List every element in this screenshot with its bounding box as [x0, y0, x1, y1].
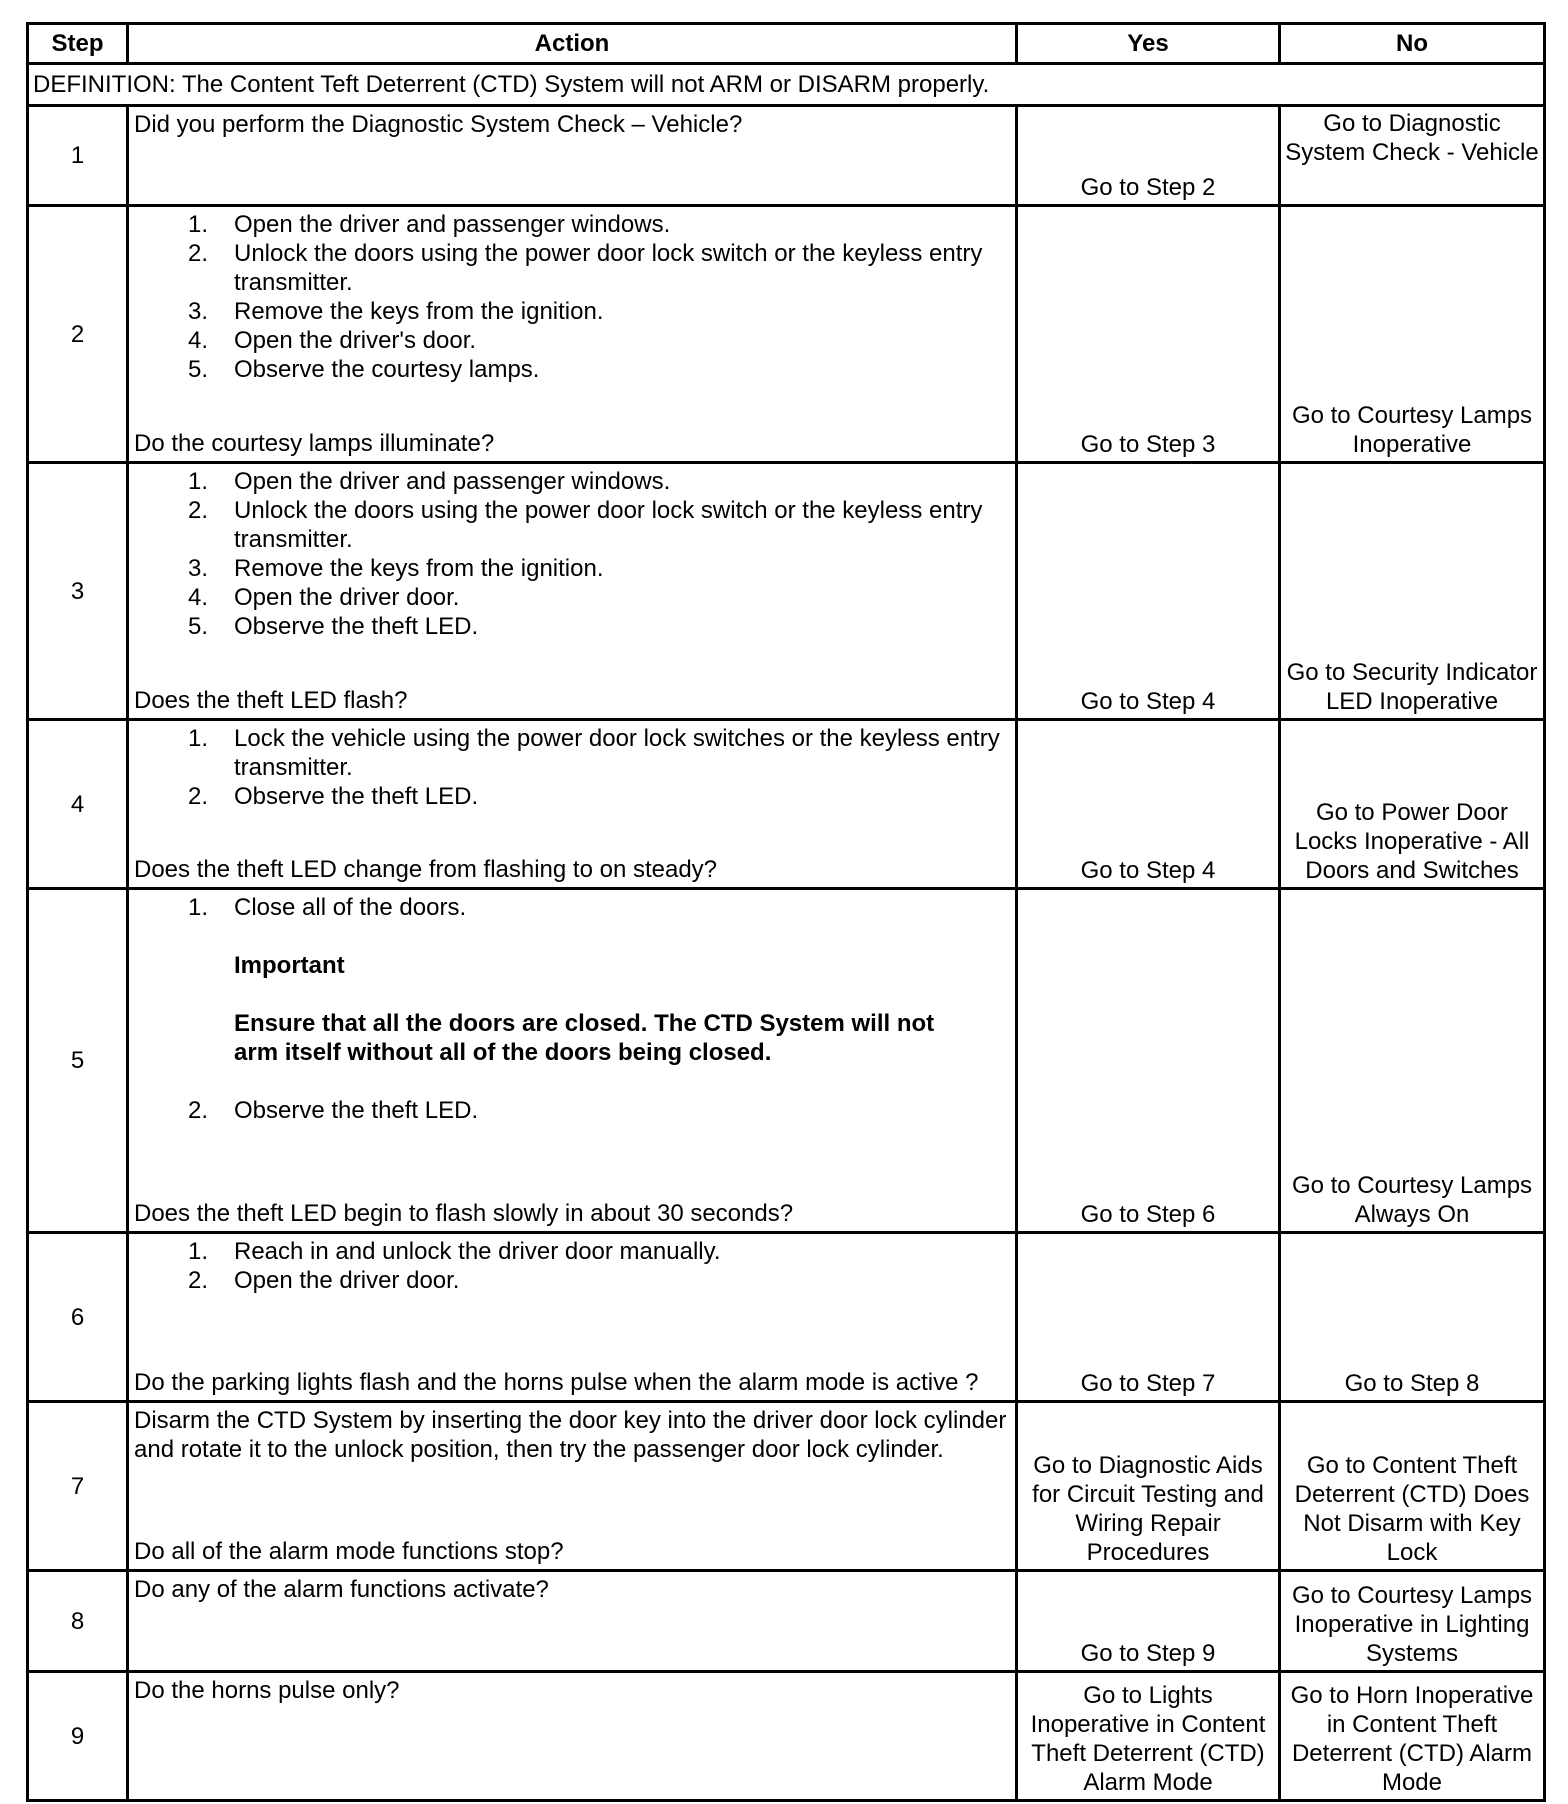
action-cell — [128, 889, 1017, 1233]
yes-cell: Go to Step 2 — [1017, 106, 1280, 206]
no-cell: Go to Power Door Locks Inoperative - All Doors and Switches — [1280, 720, 1545, 889]
action-steps — [134, 893, 1009, 922]
yes-cell: Go to Step 7 — [1017, 1233, 1280, 1402]
list-item: 4. Open the driver's door. — [187, 327, 477, 354]
step-number: 4 — [28, 720, 128, 889]
list-item: 5. Observe the courtesy lamps. — [187, 356, 540, 383]
list-item: 5. Observe the theft LED. — [187, 613, 479, 640]
action-question: Does the theft LED change from flashing to on steady? — [134, 856, 718, 883]
table-row — [28, 1233, 1545, 1402]
action-steps — [134, 467, 1009, 641]
no-cell: Go to Diagnostic System Check - Vehicle — [1280, 106, 1545, 206]
action-cell — [128, 1571, 1017, 1672]
no-cell: Go to Horn Inoperative in Content Theft Deterrent (CTD) Alarm Mode — [1280, 1672, 1545, 1801]
action-question: Does the theft LED flash? — [134, 687, 408, 714]
diagnostic-table — [26, 22, 1546, 1802]
list-item: 1. Reach in and unlock the driver door manually. — [187, 1238, 721, 1265]
action-steps — [134, 210, 1009, 384]
action-cell — [128, 206, 1017, 463]
step-number: 9 — [28, 1672, 128, 1801]
action-instruction: Disarm the CTD System by inserting the door key into the driver door lock cylinder and rotate it to the unlock position, then try the passenger door lock cylinder. — [134, 1407, 1007, 1463]
yes-cell: Go to Step 4 — [1017, 720, 1280, 889]
action-question: Do the parking lights flash and the horns pulse when the alarm mode is active ? — [134, 1369, 979, 1396]
no-cell: Go to Courtesy Lamps Always On — [1280, 889, 1545, 1233]
list-item: 1. Open the driver and passenger windows. — [187, 211, 671, 238]
definition-row — [28, 64, 1545, 106]
list-item: 2. Open the driver door. — [187, 1267, 460, 1294]
table-row — [28, 106, 1545, 206]
list-item: 1. Close all of the doors. — [187, 894, 467, 921]
list-item: 3. Remove the keys from the ignition. — [187, 555, 604, 582]
step-number: 6 — [28, 1233, 128, 1402]
action-cell — [128, 720, 1017, 889]
no-cell: Go to Content Theft Deterrent (CTD) Does Not Disarm with Key Lock — [1280, 1402, 1545, 1571]
table-row — [28, 1402, 1545, 1571]
list-item: 2. Observe the theft LED. — [187, 1097, 479, 1124]
table-row — [28, 463, 1545, 720]
step-number: 3 — [28, 463, 128, 720]
yes-cell: Go to Diagnostic Aids for Circuit Testing and Wiring Repair Procedures — [1017, 1402, 1280, 1571]
step-number: 8 — [28, 1571, 128, 1672]
definition-text: DEFINITION: The Content Teft Deterrent (CTD) System will not ARM or DISARM properly. — [28, 64, 1545, 106]
table-row — [28, 889, 1545, 1233]
table-row — [28, 720, 1545, 889]
table-row — [28, 1672, 1545, 1801]
step-number: 2 — [28, 206, 128, 463]
list-item: 2. Observe the theft LED. — [187, 783, 479, 810]
list-item: 2. Unlock the doors using the power door lock switch or the keyless entry transmitter. — [187, 497, 983, 553]
list-item: 1. Open the driver and passenger windows. — [187, 468, 671, 495]
important-title: Important — [234, 952, 345, 979]
header-yes: Yes — [1017, 24, 1280, 64]
header-action: Action — [128, 24, 1017, 64]
action-question: Does the theft LED begin to flash slowly in about 30 seconds? — [134, 1200, 794, 1227]
no-cell: Go to Courtesy Lamps Inoperative in Lighting Systems — [1280, 1571, 1545, 1672]
step-number: 1 — [28, 106, 128, 206]
list-item: 4. Open the driver door. — [187, 584, 460, 611]
action-cell — [128, 1672, 1017, 1801]
yes-cell: Go to Step 6 — [1017, 889, 1280, 1233]
no-cell: Go to Security Indicator LED Inoperative — [1280, 463, 1545, 720]
yes-cell: Go to Step 9 — [1017, 1571, 1280, 1672]
yes-cell: Go to Step 3 — [1017, 206, 1280, 463]
action-steps — [134, 1237, 1009, 1295]
action-cell — [128, 463, 1017, 720]
yes-cell: Go to Step 4 — [1017, 463, 1280, 720]
table-row — [28, 1571, 1545, 1672]
header-no: No — [1280, 24, 1545, 64]
yes-cell: Go to Lights Inoperative in Content Theft Deterrent (CTD) Alarm Mode — [1017, 1672, 1280, 1801]
no-cell: Go to Step 8 — [1280, 1233, 1545, 1402]
action-steps — [134, 724, 1009, 811]
list-item: 3. Remove the keys from the ignition. — [187, 298, 604, 325]
action-steps — [134, 1096, 1009, 1125]
step-number: 5 — [28, 889, 128, 1233]
action-question: Did you perform the Diagnostic System Check – Vehicle? — [134, 111, 743, 138]
list-item: 2. Unlock the doors using the power door lock switch or the keyless entry transmitter. — [187, 240, 983, 296]
important-note: Ensure that all the doors are closed. The CTD System will not arm itself without all of the doors being closed. — [234, 1010, 935, 1066]
action-question: Do any of the alarm functions activate? — [134, 1576, 549, 1603]
step-number: 7 — [28, 1402, 128, 1571]
action-cell — [128, 1233, 1017, 1402]
list-item: 1. Lock the vehicle using the power door lock switches or the keyless entry transmitter. — [187, 725, 1000, 781]
action-question: Do the horns pulse only? — [134, 1677, 400, 1704]
action-cell — [128, 106, 1017, 206]
action-cell — [128, 1402, 1017, 1571]
action-question: Do all of the alarm mode functions stop? — [134, 1538, 564, 1565]
header-row — [28, 24, 1545, 64]
header-step: Step — [28, 24, 128, 64]
table-row — [28, 206, 1545, 463]
no-cell: Go to Courtesy Lamps Inoperative — [1280, 206, 1545, 463]
action-question: Do the courtesy lamps illuminate? — [134, 430, 495, 457]
